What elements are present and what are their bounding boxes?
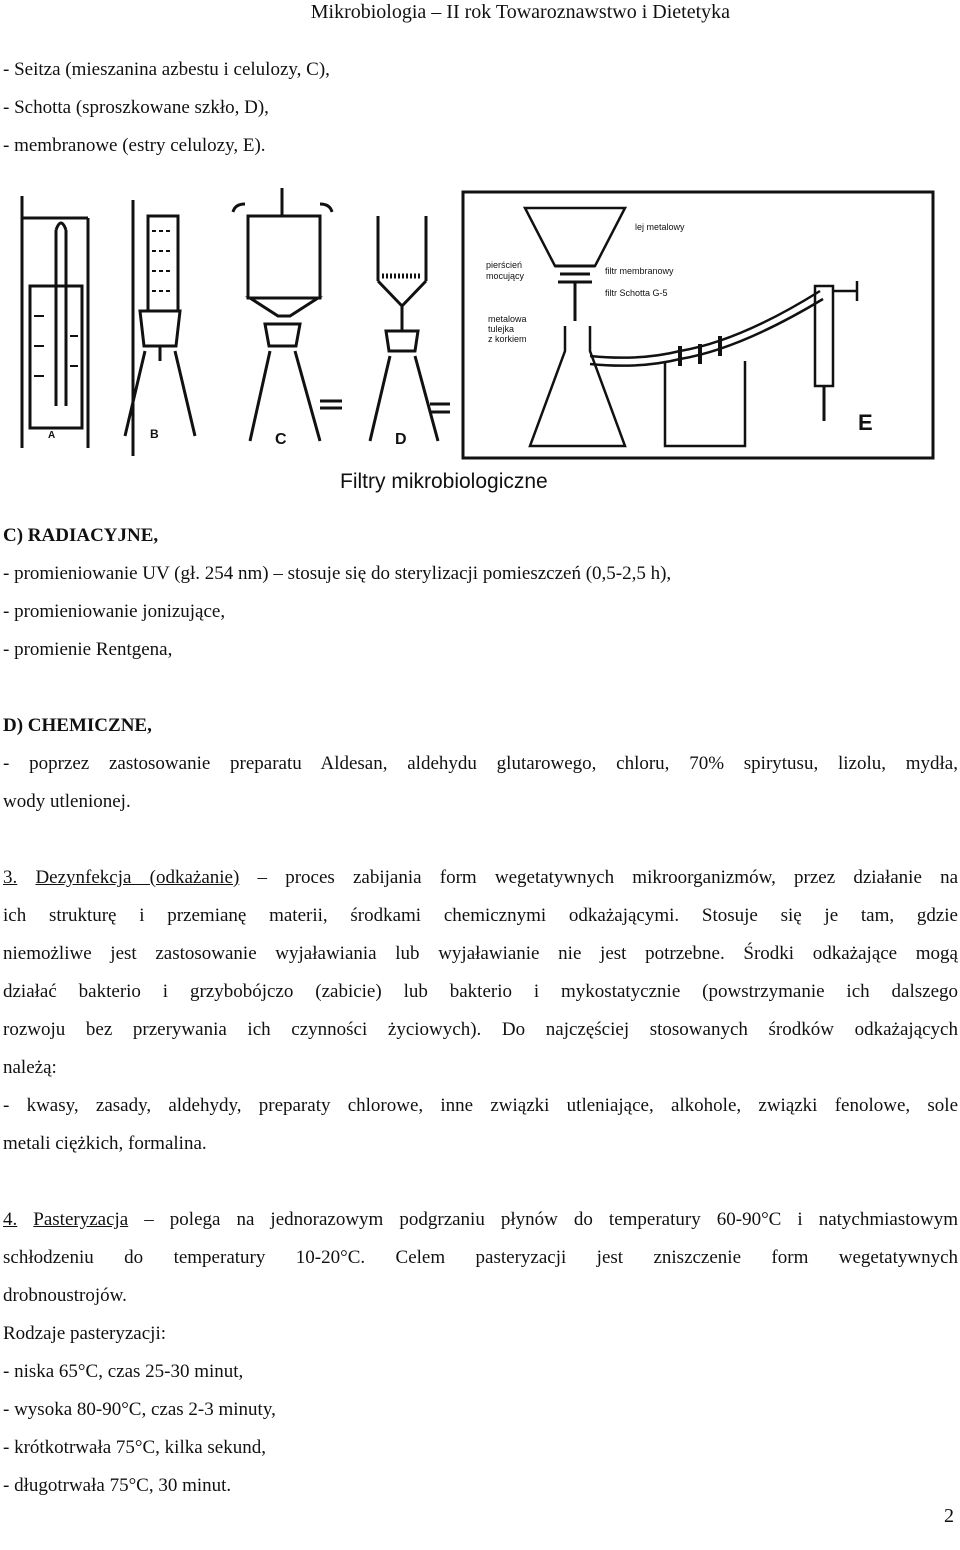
label-metal-3: z korkiem bbox=[488, 334, 527, 344]
section-3-line-3: niemożliwe jest zastosowanie wyjaławiania lub wyjaławianie nie jest potrzebne. Środki odkażające mogą bbox=[3, 943, 958, 964]
label-ring-1: pierścień bbox=[486, 260, 523, 270]
filter-d-drawing bbox=[370, 216, 450, 441]
filter-type-membrane: - membranowe (estry celulozy, E). bbox=[3, 135, 266, 156]
panel-label-e: E bbox=[858, 410, 873, 435]
label-metal-1: metalowa bbox=[488, 314, 527, 324]
section-4-number: 4. bbox=[3, 1209, 18, 1230]
pasteurization-type-high: - wysoka 80-90°C, czas 2-3 minuty, bbox=[3, 1399, 276, 1420]
section-c-heading: C) RADIACYJNE, bbox=[3, 525, 159, 546]
filter-c-drawing bbox=[233, 188, 342, 441]
page-number: 2 bbox=[944, 1505, 954, 1527]
section-4-text: – polega na jednorazowym podgrzaniu płynów do temperatury 60-90°C i natychmiastowym bbox=[144, 1209, 958, 1230]
filter-type-schott: - Schotta (sproszkowane szkło, D), bbox=[3, 97, 269, 118]
label-membrane: filtr membranowy bbox=[605, 266, 674, 276]
panel-label-a: A bbox=[48, 430, 56, 441]
panel-label-d: D bbox=[395, 431, 407, 448]
section-d-line-1: - poprzez zastosowanie preparatu Aldesan, aldehydu glutarowego, chloru, 70% spirytusu, lizolu, mydła, bbox=[3, 753, 958, 774]
page-header: Mikrobiologia – II rok Towaroznawstwo i Dietetyka bbox=[310, 1, 730, 23]
label-metal-2: tulejka bbox=[488, 324, 515, 334]
filter-type-seitz: - Seitza (mieszanina azbestu i celulozy, C), bbox=[3, 59, 330, 80]
section-3-line-4: działać bakterio i grzybobójczo (zabicie) lub bakterio i mykostatycznie (powstrzymanie ich dalszego bbox=[3, 981, 958, 1002]
section-3-line-5: rozwoju bez przerywania ich czynności życiowych). Do najczęściej stosowanych środków odkażających bbox=[3, 1019, 958, 1040]
pasteurization-type-short: - krótkotrwała 75°C, kilka sekund, bbox=[3, 1437, 266, 1458]
label-schott: filtr Schotta G-5 bbox=[605, 288, 668, 298]
section-d-heading: D) CHEMICZNE, bbox=[3, 715, 152, 736]
section-c-item-xray: - promienie Rentgena, bbox=[3, 639, 173, 660]
figure-caption: Filtry mikrobiologiczne bbox=[340, 470, 548, 493]
section-3-line-1 bbox=[3, 866, 958, 890]
panel-label-c: C bbox=[275, 431, 287, 448]
section-c-item-uv: - promieniowanie UV (gł. 254 nm) – stosuje się do sterylizacji pomieszczeń (0,5-2,5 h), bbox=[3, 563, 672, 584]
section-d-line-2: wody utlenionej. bbox=[3, 791, 131, 812]
section-4-term: Pasteryzacja bbox=[33, 1209, 129, 1230]
filters-figure bbox=[20, 186, 940, 496]
pasteurization-type-long: - długotrwała 75°C, 30 minut. bbox=[3, 1475, 232, 1496]
section-4-line-3: drobnoustrojów. bbox=[3, 1285, 127, 1306]
section-3-line-8: metali ciężkich, formalina. bbox=[3, 1133, 207, 1154]
section-4-line-1 bbox=[3, 1208, 958, 1232]
section-c-item-ionizing: - promieniowanie jonizujące, bbox=[3, 601, 226, 622]
pasteurization-types-heading: Rodzaje pasteryzacji: bbox=[3, 1323, 167, 1344]
pasteurization-type-low: - niska 65°C, czas 25-30 minut, bbox=[3, 1361, 244, 1382]
label-ring-2: mocujący bbox=[486, 271, 525, 281]
section-4-line-2: schłodzeniu do temperatury 10-20°C. Celem pasteryzacji jest zniszczenie form wegetatywnych bbox=[3, 1247, 958, 1268]
panel-label-b: B bbox=[150, 427, 159, 441]
section-3-line-2: ich strukturę i przemianę materii, środkami chemicznymi odkażającymi. Stosuje się je tam, gdzie bbox=[3, 905, 958, 926]
section-3-text: – proces zabijania form wegetatywnych mikroorganizmów, przez działanie na bbox=[257, 867, 959, 888]
filter-b-drawing bbox=[125, 200, 195, 456]
label-metal-funnel: lej metalowy bbox=[635, 222, 685, 232]
section-3-term: Dezynfekcja (odkażanie) bbox=[35, 867, 240, 888]
section-3-line-6: należą: bbox=[3, 1057, 57, 1078]
section-3-line-7: - kwasy, zasady, aldehydy, preparaty chlorowe, inne związki utleniające, alkohole, związki fenolowe, sole bbox=[3, 1095, 958, 1116]
filter-a-drawing bbox=[22, 196, 88, 448]
section-3-number: 3. bbox=[3, 867, 18, 888]
